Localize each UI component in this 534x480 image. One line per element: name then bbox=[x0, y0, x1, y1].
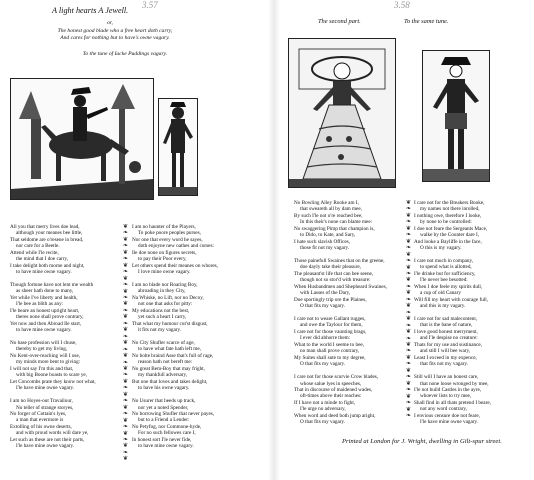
verse-line: Least I exceed in my expence, bbox=[414, 354, 477, 361]
stanza bbox=[10, 398, 96, 450]
verse-line: I care not for those vaunting brags, bbox=[294, 328, 367, 335]
verse-line: I care not for those scurvie Crow blades, bbox=[294, 374, 379, 381]
verse-line: No teller of strange storyes, bbox=[16, 404, 74, 411]
verse-line: The pleasant'st life that can bee seene, bbox=[294, 270, 374, 277]
verse-line: I'le have mine owne vagary. bbox=[16, 385, 75, 392]
verse-line: and owe the Taylour for them, bbox=[300, 322, 363, 329]
ballad-subtitle-1: The honest good blade who a free heart doth carry, bbox=[57, 28, 173, 34]
verse-line: although your meanes bee little, bbox=[16, 230, 83, 237]
verse-line: I'le bee as blith as any: bbox=[16, 301, 64, 308]
verse-line: Let Concombs prate they know not what, bbox=[10, 378, 96, 385]
verse-line: No Petyfog, nor Commone-hyde, bbox=[132, 423, 202, 430]
verse-line: Will fill my heart with courage full, bbox=[414, 296, 488, 303]
ballad-subtitle-2: And cares for nothing but to have's owne vagary. bbox=[60, 35, 170, 41]
verse-line: For no such fellowes care I, bbox=[138, 430, 196, 437]
verse-line: I ever did abhorre them: bbox=[300, 335, 351, 342]
verse-line: I nothing owe, therefore I looke, bbox=[414, 212, 482, 219]
verse-line: No swaggering Pimp that champion is, bbox=[294, 225, 375, 232]
verse-line: Yet while I've liberty and health, bbox=[10, 294, 78, 301]
verse-line: Still will I have an honest care, bbox=[414, 374, 479, 381]
verse-line: I doe not feare the Sergeants Mace, bbox=[414, 225, 488, 232]
verse-line: No forger of Cottain's lyes, bbox=[10, 410, 67, 417]
verse-line: I am no Hoyes-out Travailour, bbox=[10, 398, 73, 405]
verse-line: I will not say I'm this and that, bbox=[10, 365, 74, 372]
stanza bbox=[10, 224, 96, 276]
verse-line: No base profession will I chuse, bbox=[10, 340, 77, 347]
verse-line: I'le not build Castles in the ayre, bbox=[414, 386, 482, 393]
woodcut-lady-illustration bbox=[288, 38, 396, 188]
left-verse-column-2 bbox=[132, 224, 218, 456]
verse-line: Na Whiske, no Lift, nor no Decoy, bbox=[132, 294, 204, 301]
verse-line: O that fits my vagary. bbox=[300, 361, 346, 368]
verse-line: I'le beare an honest upright heart, bbox=[10, 307, 80, 314]
verse-line: theres none shall prove contrary, bbox=[16, 314, 84, 321]
verse-line: to have what fate hath left me, bbox=[138, 346, 201, 353]
stanza bbox=[132, 224, 218, 276]
verse-line: To poke poore peoples purses, bbox=[138, 230, 201, 237]
verse-line: to have mine owne vagary. bbox=[16, 269, 72, 276]
verse-line: yet such a heart I carry, bbox=[138, 314, 187, 321]
verse-line: a man that evermore is bbox=[16, 417, 64, 424]
verse-line: My educations not the best, bbox=[132, 307, 190, 314]
verse-line: and still I will bee wary, bbox=[420, 348, 471, 355]
verse-line: my minds more bent to giving: bbox=[16, 359, 81, 366]
verse-line: no man shall prove contrary, bbox=[300, 348, 360, 355]
verse-line: But one that loves and takes delight, bbox=[132, 378, 208, 385]
verse-line: I care not for sad malecontent, bbox=[414, 316, 478, 323]
verse-line: I love good honest merryment, bbox=[414, 328, 478, 335]
verse-line: I take delight both morne and night, bbox=[10, 262, 85, 269]
stanza bbox=[132, 398, 218, 450]
verse-line: Nor one that every word he sayes, bbox=[132, 236, 203, 243]
verse-line: abroading in they City, bbox=[138, 288, 186, 295]
verse-line: I love mine owne vagary. bbox=[138, 269, 191, 276]
verse-line: I'le have mine owne vagary. bbox=[16, 443, 75, 450]
verse-line: That what my humour cut'st disgust, bbox=[132, 320, 208, 327]
verse-line: I'le urge no adversary, bbox=[300, 406, 346, 413]
stanza bbox=[414, 374, 491, 426]
verse-line: No borrowing Shufler that never payes, bbox=[132, 410, 215, 417]
verse-line: I envious censure doe not feare, bbox=[414, 412, 480, 419]
verse-line: I care not much in company, bbox=[414, 258, 474, 265]
verse-line: I'le never bee besotted: bbox=[420, 277, 468, 284]
second-part-title: The second part. bbox=[318, 18, 361, 25]
verse-line: that none loose wronged by mee, bbox=[420, 380, 489, 387]
verse-line: oft-times above their reaches: bbox=[300, 393, 362, 400]
verse-line: Thats for my use and sustinance, bbox=[414, 341, 482, 348]
verse-line: My Suites shall sute to my degree, bbox=[294, 354, 366, 361]
verse-line: What to the world I seeme to bee, bbox=[294, 341, 365, 348]
woodcut-standing-figure bbox=[158, 98, 198, 196]
verse-line: I care not to weare Gallant rugges, bbox=[294, 316, 366, 323]
verse-line: Ile doe none on figures secrets, bbox=[132, 249, 197, 256]
verse-line: Though fortune have not lent me wealth bbox=[10, 282, 94, 289]
stanza bbox=[414, 200, 491, 252]
verse-line: not any word contrary, bbox=[420, 406, 467, 413]
stanza bbox=[132, 282, 218, 334]
woodcut-rider-illustration bbox=[10, 78, 154, 200]
verse-line: to have mine owne vagary. bbox=[16, 327, 72, 334]
verse-line: whoever lists to try mee, bbox=[420, 393, 472, 400]
verse-line: that fits not my vagary. bbox=[420, 361, 468, 368]
verse-line: a cup of old Canary bbox=[420, 290, 461, 297]
stanza bbox=[294, 316, 387, 368]
verse-line: Doe sportingly trip ore the Plaines, bbox=[294, 296, 367, 303]
pencil-mark-right: 3.58 bbox=[394, 0, 410, 10]
verse-line: doth enjoyne new oathes and curses: bbox=[138, 243, 214, 250]
verse-line: whose salue lyes in speeches, bbox=[300, 380, 362, 387]
verse-line: not one that asks for pitty: bbox=[138, 301, 193, 308]
verse-line: Let others spend their meanes on whores, bbox=[132, 262, 219, 269]
stanza bbox=[294, 258, 387, 310]
verse-line: O that fits my vagary. bbox=[300, 303, 346, 310]
ballad-tune: To the tune of Iacke Puddings vagary. bbox=[82, 51, 168, 57]
stanza bbox=[10, 340, 96, 392]
verse-line: Shall find in all thats pretend I beare, bbox=[414, 399, 491, 406]
verse-line: and this is my vagary. bbox=[420, 303, 466, 310]
stanza bbox=[294, 374, 387, 426]
left-verse-column-1 bbox=[10, 224, 96, 456]
verse-line: I'le drinke but for sufficiency, bbox=[414, 270, 476, 277]
right-verse-column-1 bbox=[294, 200, 387, 432]
verse-line: Those painefull Swaines that on the greene, bbox=[294, 258, 385, 265]
verse-line: O that fits my vagary. bbox=[300, 419, 346, 426]
imprint-line: Printed at London for J. Wright, dwelling in Gilt-spur street. bbox=[342, 438, 502, 445]
verse-line: my names not there inrolled, bbox=[420, 206, 480, 213]
verse-line: it fits not my vagary. bbox=[138, 327, 182, 334]
verse-line: as sheer hath done to many, bbox=[16, 288, 74, 295]
ornament-border-left: ❦ ❧ ❦ ❧ ❦ ❧ ❦ ❧ ❦ ❧ ❦ ❧ ❦ ❧ ❦ ❧ ❦ ❧ ❦ ❧ ❦ ❧ ❦ ❧ ❦ ❧ ❦ ❧ ❦ ❧ ❦ ❧ ❦ ❧ ❦ ❧ ❦ bbox=[122, 224, 129, 463]
verse-line: Let such as these are not their parts, bbox=[10, 436, 85, 443]
verse-line: by none to be controlled: bbox=[420, 219, 472, 226]
verse-line: If I have not a minde to fight, bbox=[294, 399, 356, 406]
verse-line: that is the bane of nature, bbox=[420, 322, 473, 329]
second-part-tune: To the same tune. bbox=[404, 18, 449, 25]
verse-line: No Bowling Alley Rooke am I, bbox=[294, 200, 359, 206]
verse-line: By such I'le not o're reached bee, bbox=[294, 212, 363, 219]
verse-line: walke by the Counter dare I, bbox=[420, 232, 480, 239]
verse-line: In honest sort I'le never fide, bbox=[132, 436, 192, 443]
verse-line: to Dido, to Kate, and Sary, bbox=[300, 232, 356, 239]
verse-line: When Husbandmen and Shepheard Swaines, bbox=[294, 283, 387, 290]
verse-line: Extolling of his owne deserts, bbox=[10, 423, 72, 430]
verse-line: No City Shufler scarce of age, bbox=[132, 340, 195, 347]
stanza bbox=[132, 340, 218, 392]
verse-line: the mind that I doe carry, bbox=[16, 256, 69, 263]
ballad-or: or, bbox=[107, 20, 113, 26]
verse-line: though not so stor'd with treasure: bbox=[300, 277, 371, 284]
verse-line: nor yet a noted Spender, bbox=[138, 404, 189, 411]
verse-line: and I'le despise no creature: bbox=[420, 335, 478, 342]
verse-line: No great Bem-Boy that may fright, bbox=[132, 365, 205, 372]
stanza bbox=[414, 258, 491, 310]
verse-line: and with proud words will dare ye, bbox=[16, 430, 89, 437]
verse-line: I am no blade nor Roaring Boy, bbox=[132, 282, 198, 289]
verse-line: I'le have mine owne vagary. bbox=[420, 419, 479, 426]
verse-line: No bolte braind Asse that's full of rage, bbox=[132, 352, 214, 359]
stanza bbox=[294, 200, 387, 252]
stanza bbox=[414, 316, 491, 368]
verse-line: I hate such slavish Offices, bbox=[294, 238, 350, 245]
verse-line: I am no haunter of the Players, bbox=[132, 224, 196, 230]
ornament-border-right: ❦ ❧ ❦ ❧ ❦ ❧ ❦ ❧ ❦ ❧ ❦ ❧ ❦ ❧ ❦ ❧ ❦ ❧ ❦ ❧ ❦ ❧ ❦ ❧ ❦ ❧ ❦ ❧ ❦ ❧ ❦ ❧ ❦ ❧ bbox=[405, 200, 412, 419]
verse-line: No Kent-over-reaching will I use, bbox=[10, 352, 81, 359]
verse-line: to pay their Poor every, bbox=[138, 256, 187, 263]
verse-line: That seldome are o'resene in bread, bbox=[10, 236, 84, 243]
verse-line: to spend what is allotted, bbox=[420, 264, 472, 271]
right-verse-column-2 bbox=[414, 200, 491, 432]
verse-line: my thankfull adversary, bbox=[138, 372, 188, 379]
stanza bbox=[10, 282, 96, 334]
verse-line: with big Boone boasts to scare ye, bbox=[16, 372, 88, 379]
verse-line: All you that merry lives doe lead, bbox=[10, 224, 80, 230]
verse-line: that sweareth all by dam mee, bbox=[300, 206, 362, 213]
verse-line: O this is my vagary. bbox=[420, 245, 462, 252]
verse-line: but to a Friend a Lender: bbox=[138, 417, 190, 424]
verse-line: to have mine owne vagary. bbox=[138, 443, 194, 450]
page-gutter bbox=[268, 0, 280, 480]
verse-line: In this their's none can blame mee: bbox=[300, 219, 373, 226]
verse-line: to have his owne vagary. bbox=[138, 385, 190, 392]
verse-line: doe dayly take their pleasure, bbox=[300, 264, 361, 271]
verse-line: those fit not my vagary. bbox=[300, 245, 350, 252]
verse-line: That in discourse of maidened wades, bbox=[294, 386, 373, 393]
verse-line: When word and deed both jump aright, bbox=[294, 412, 376, 419]
verse-line: thereby to get my living, bbox=[16, 346, 68, 353]
verse-line: When I doe feele my spirits dull, bbox=[414, 283, 483, 290]
verse-line: with Lasses of the Dary, bbox=[300, 290, 351, 297]
ballad-title: A light hearts A Jewell. bbox=[52, 6, 129, 15]
verse-line: nor care for a Beetle. bbox=[16, 243, 60, 250]
verse-line: Yet now and then Abroad Ile start, bbox=[10, 320, 82, 327]
woodcut-gentleman-illustration bbox=[422, 50, 490, 182]
pencil-mark-left: 3.57 bbox=[142, 0, 158, 10]
verse-line: reason hath not bereft me: bbox=[138, 359, 193, 366]
verse-line: I care not for the Breakers Booke, bbox=[414, 200, 485, 206]
verse-line: And looke a Bayliffe in the face, bbox=[414, 238, 482, 245]
verse-line: No Usurer that heeds up track, bbox=[132, 398, 196, 405]
verse-line: Attend while I'le recite, bbox=[10, 249, 59, 256]
